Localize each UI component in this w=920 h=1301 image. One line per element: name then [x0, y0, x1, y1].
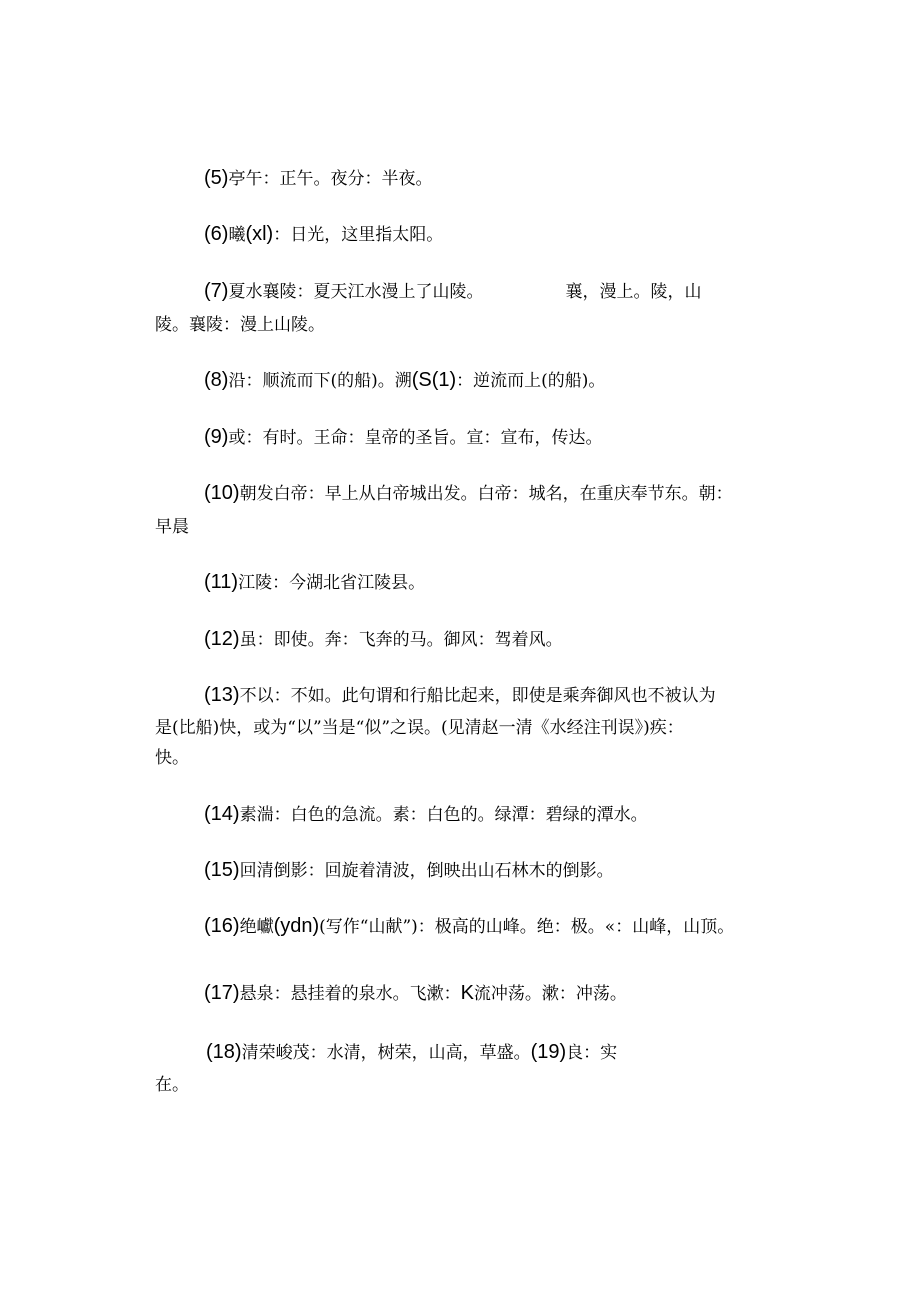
note-text: 快。 — [155, 748, 189, 768]
pronunciation: (S(1) — [411, 369, 457, 391]
note-text: 朝发白帝：早上从白帝城出发。白帝：城名，在重庆奉节东。朝： — [239, 484, 733, 504]
note-text: 是(比船)快，或为“以”当是“似”之误。(见清赵一清《水经注刊误》)疾： — [155, 718, 684, 738]
note-text: 不以：不如。此句谓和行船比起来，即使是乘奔御风也不被认为 — [239, 686, 716, 706]
note-number: (7) — [204, 280, 229, 302]
note-text: 素湍：白色的急流。素：白色的。绿潭：碧绿的潭水。 — [239, 805, 648, 825]
note-number: (17) — [204, 982, 240, 1004]
note-text: 良：实 — [566, 1043, 618, 1063]
note-text: ：逆流而上(的船)。 — [456, 371, 606, 391]
note-7-line-1 — [204, 274, 701, 309]
note-text: 沿：顺流而下(的船)。溯 — [228, 371, 412, 391]
note-text: 悬泉：悬挂着的泉水。飞漱： — [239, 984, 461, 1004]
note-text: 虽：即使。奔：飞奔的马。御风：驾着风。 — [239, 630, 563, 650]
note-9 — [204, 420, 602, 455]
symbol-text: K — [460, 982, 474, 1004]
note-13-line-2 — [155, 711, 684, 745]
pronunciation: (ydn) — [273, 915, 320, 937]
note-10-line-2 — [155, 510, 189, 544]
note-text: 清荣峻茂：水清，树荣，山高，草盛。 — [241, 1043, 531, 1063]
pronunciation: (xl) — [245, 223, 274, 245]
note-16 — [204, 909, 734, 944]
note-18-line-2 — [155, 1068, 189, 1102]
note-text: 在。 — [155, 1075, 189, 1095]
note-11 — [204, 565, 425, 600]
note-12 — [204, 622, 563, 657]
note-text: 绝巘 — [239, 917, 274, 937]
note-number: (12) — [204, 628, 240, 650]
note-5 — [204, 161, 432, 196]
note-text: (写作“山献”)：极高的山峰。绝：极。«：山峰，山顶。 — [319, 917, 735, 937]
note-text: 流冲荡。漱：冲荡。 — [473, 984, 627, 1004]
note-text: 曦 — [228, 225, 246, 245]
note-number: (18) — [206, 1041, 242, 1063]
note-13-line-3 — [155, 741, 189, 775]
note-13-line-1 — [204, 678, 716, 713]
note-number: (16) — [204, 915, 240, 937]
note-text: 襄，漫上。陵，山 — [565, 282, 702, 302]
note-number: (6) — [204, 223, 229, 245]
note-number: (15) — [204, 859, 240, 881]
note-number: (13) — [204, 684, 240, 706]
note-number: (14) — [204, 803, 240, 825]
note-number: (8) — [204, 369, 229, 391]
note-6 — [204, 217, 443, 252]
note-15 — [204, 853, 614, 888]
note-14 — [204, 797, 648, 832]
note-18-line-1 — [206, 1035, 617, 1070]
note-number: (19) — [530, 1041, 567, 1063]
note-text: 陵。襄陵：漫上山陵。 — [155, 315, 325, 335]
note-number: (9) — [204, 426, 229, 448]
note-number: (5) — [204, 167, 229, 189]
note-number: (11) — [204, 571, 239, 593]
note-7-line-2 — [155, 308, 325, 342]
note-number: (10) — [204, 482, 240, 504]
note-text: 江陵：今湖北省江陵县。 — [238, 573, 426, 593]
note-text: 或：有时。王命：皇帝的圣旨。宣：宣布，传达。 — [228, 428, 603, 448]
note-text: 早晨 — [155, 517, 189, 537]
note-10-line-1 — [204, 476, 733, 511]
note-8 — [204, 363, 605, 398]
note-text: ：日光，这里指太阳。 — [273, 225, 444, 245]
note-17 — [204, 976, 627, 1011]
note-text: 夏水襄陵：夏天江水漫上了山陵。 — [228, 282, 484, 302]
note-text: 亭午：正午。夜分：半夜。 — [228, 169, 433, 189]
note-text: 回清倒影：回旋着清波，倒映出山石林木的倒影。 — [239, 861, 614, 881]
